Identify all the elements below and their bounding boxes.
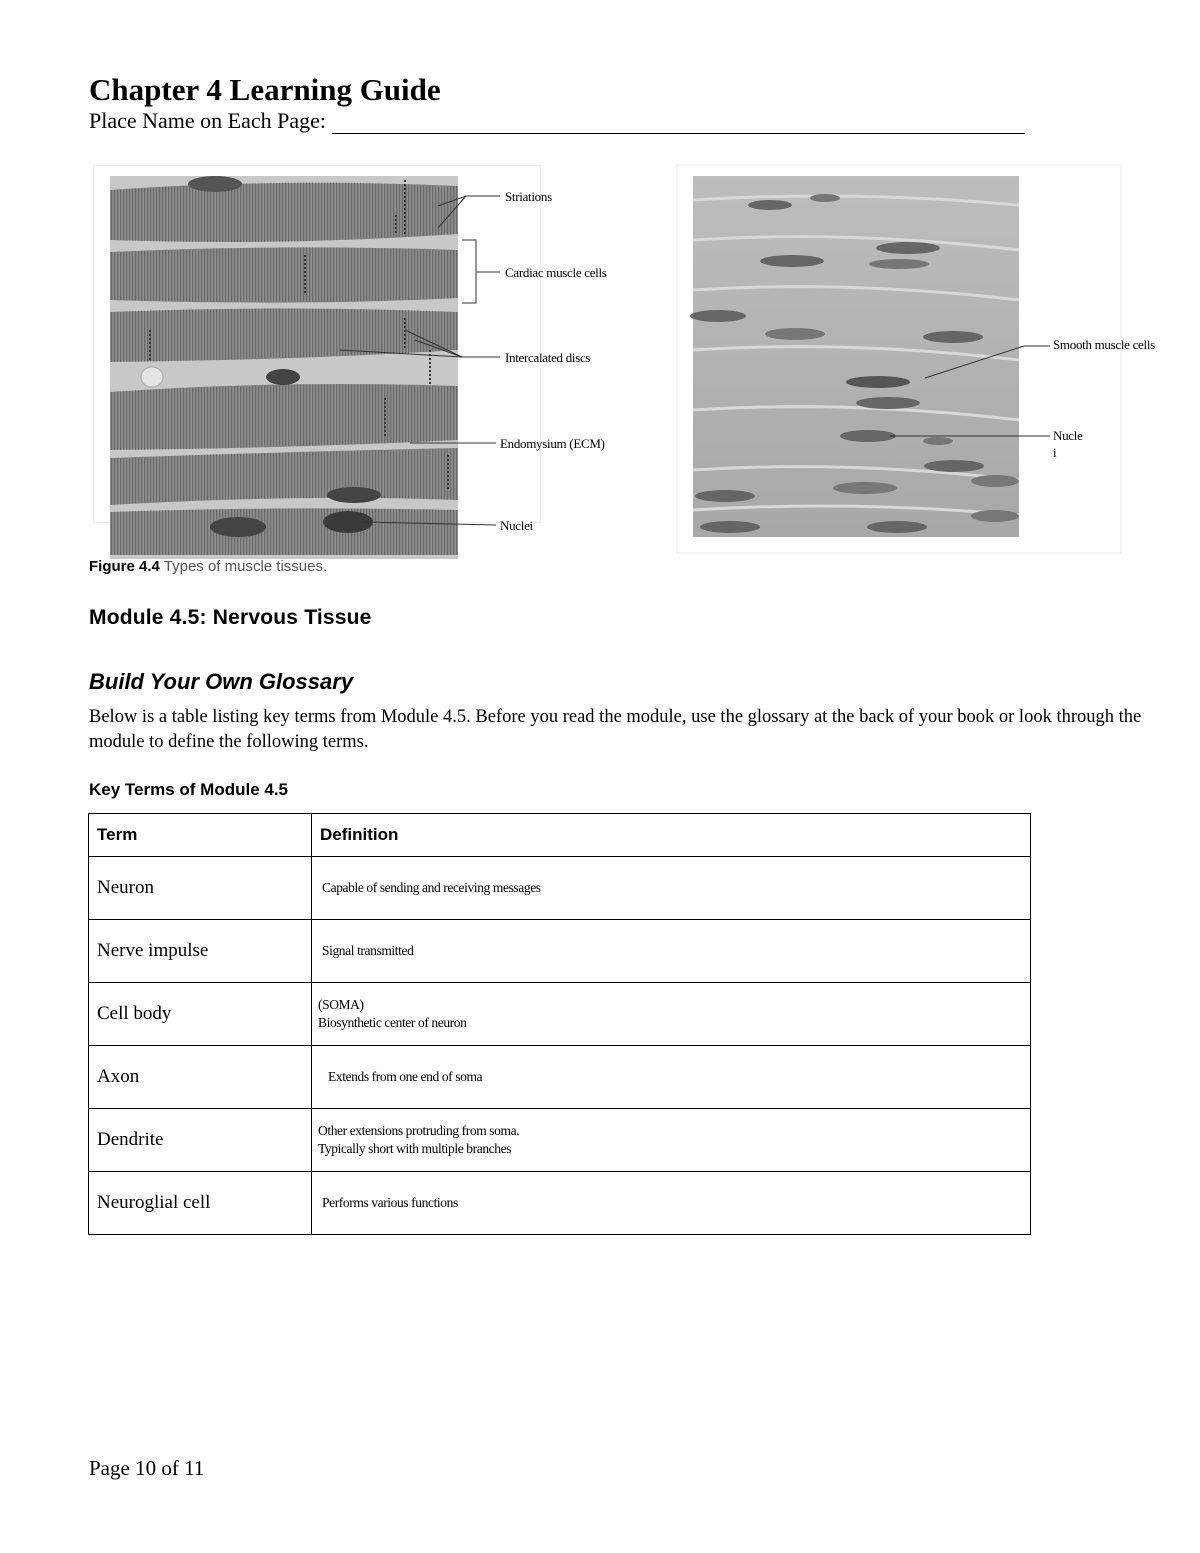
label-endomysium: Endomysium (ECM) — [500, 436, 605, 451]
definition-line: Typically short with multiple branches — [318, 1141, 512, 1156]
figure-caption — [89, 558, 327, 575]
table-row — [89, 1046, 1031, 1109]
muscle-figures-svg — [0, 0, 1200, 600]
definition-cell[interactable] — [312, 1046, 1031, 1109]
page-title: Chapter 4 Learning Guide — [89, 72, 441, 107]
key-terms-table — [88, 813, 1031, 1235]
name-prompt-label: Place Name on Each Page: — [89, 108, 327, 133]
smooth-tissue-image — [690, 176, 1019, 537]
label-cardiac-muscle-cells: Cardiac muscle cells — [505, 265, 607, 280]
header-term: Term — [89, 814, 312, 857]
definition-line: Extends from one end of soma — [328, 1069, 483, 1084]
definition-line: Biosynthetic center of neuron — [318, 1015, 467, 1030]
definition-line: Performs various functions — [322, 1195, 458, 1210]
term-cell: Axon — [89, 1046, 312, 1109]
intro-paragraph: Below is a table listing key terms from Module 4.5. Before you read the module, use the glossary at the back of your book or look through the module to define the following terms. — [89, 707, 1142, 752]
term-cell: Neuroglial cell — [89, 1172, 312, 1235]
table-row — [89, 983, 1031, 1046]
definition-cell[interactable] — [312, 983, 1031, 1046]
label-striations: Striations — [505, 189, 552, 204]
definition-cell[interactable] — [312, 857, 1031, 920]
definition-line: Other extensions protruding from soma. — [318, 1123, 520, 1138]
table-row — [89, 920, 1031, 983]
page-number: Page 10 of 11 — [89, 1456, 205, 1480]
term-cell: Nerve impulse — [89, 920, 312, 983]
definition-cell[interactable] — [312, 1109, 1031, 1172]
definition-line: (SOMA) — [318, 997, 364, 1012]
label-nuclei: Nuclei — [500, 518, 533, 533]
table-header-row — [89, 814, 1031, 857]
label-intercalated-discs: Intercalated discs — [505, 350, 591, 365]
definition-line: Capable of sending and receiving messages — [322, 880, 541, 895]
table-caption: Key Terms of Module 4.5 — [89, 780, 289, 799]
term-cell: Cell body — [89, 983, 312, 1046]
definition-cell[interactable] — [312, 1172, 1031, 1235]
label-smooth-nuclei-part2: i — [1053, 445, 1057, 460]
figure-caption-text: Types of muscle tissues. — [163, 558, 328, 575]
definition-line: Signal transmitted — [322, 943, 414, 958]
label-smooth-muscle-cells: Smooth muscle cells — [1053, 337, 1155, 352]
figure-caption-number: Figure 4.4 — [89, 558, 160, 575]
term-cell: Dendrite — [89, 1109, 312, 1172]
module-heading: Module 4.5: Nervous Tissue — [89, 606, 372, 629]
header-definition: Definition — [312, 814, 1031, 857]
term-cell: Neuron — [89, 857, 312, 920]
table-row — [89, 1109, 1031, 1172]
glossary-heading: Build Your Own Glossary — [89, 669, 354, 694]
cardiac-tissue-image — [110, 176, 458, 559]
table-row — [89, 857, 1031, 920]
definition-cell[interactable] — [312, 920, 1031, 983]
table-row — [89, 1172, 1031, 1235]
label-smooth-nuclei-part1: Nucle — [1053, 428, 1083, 443]
